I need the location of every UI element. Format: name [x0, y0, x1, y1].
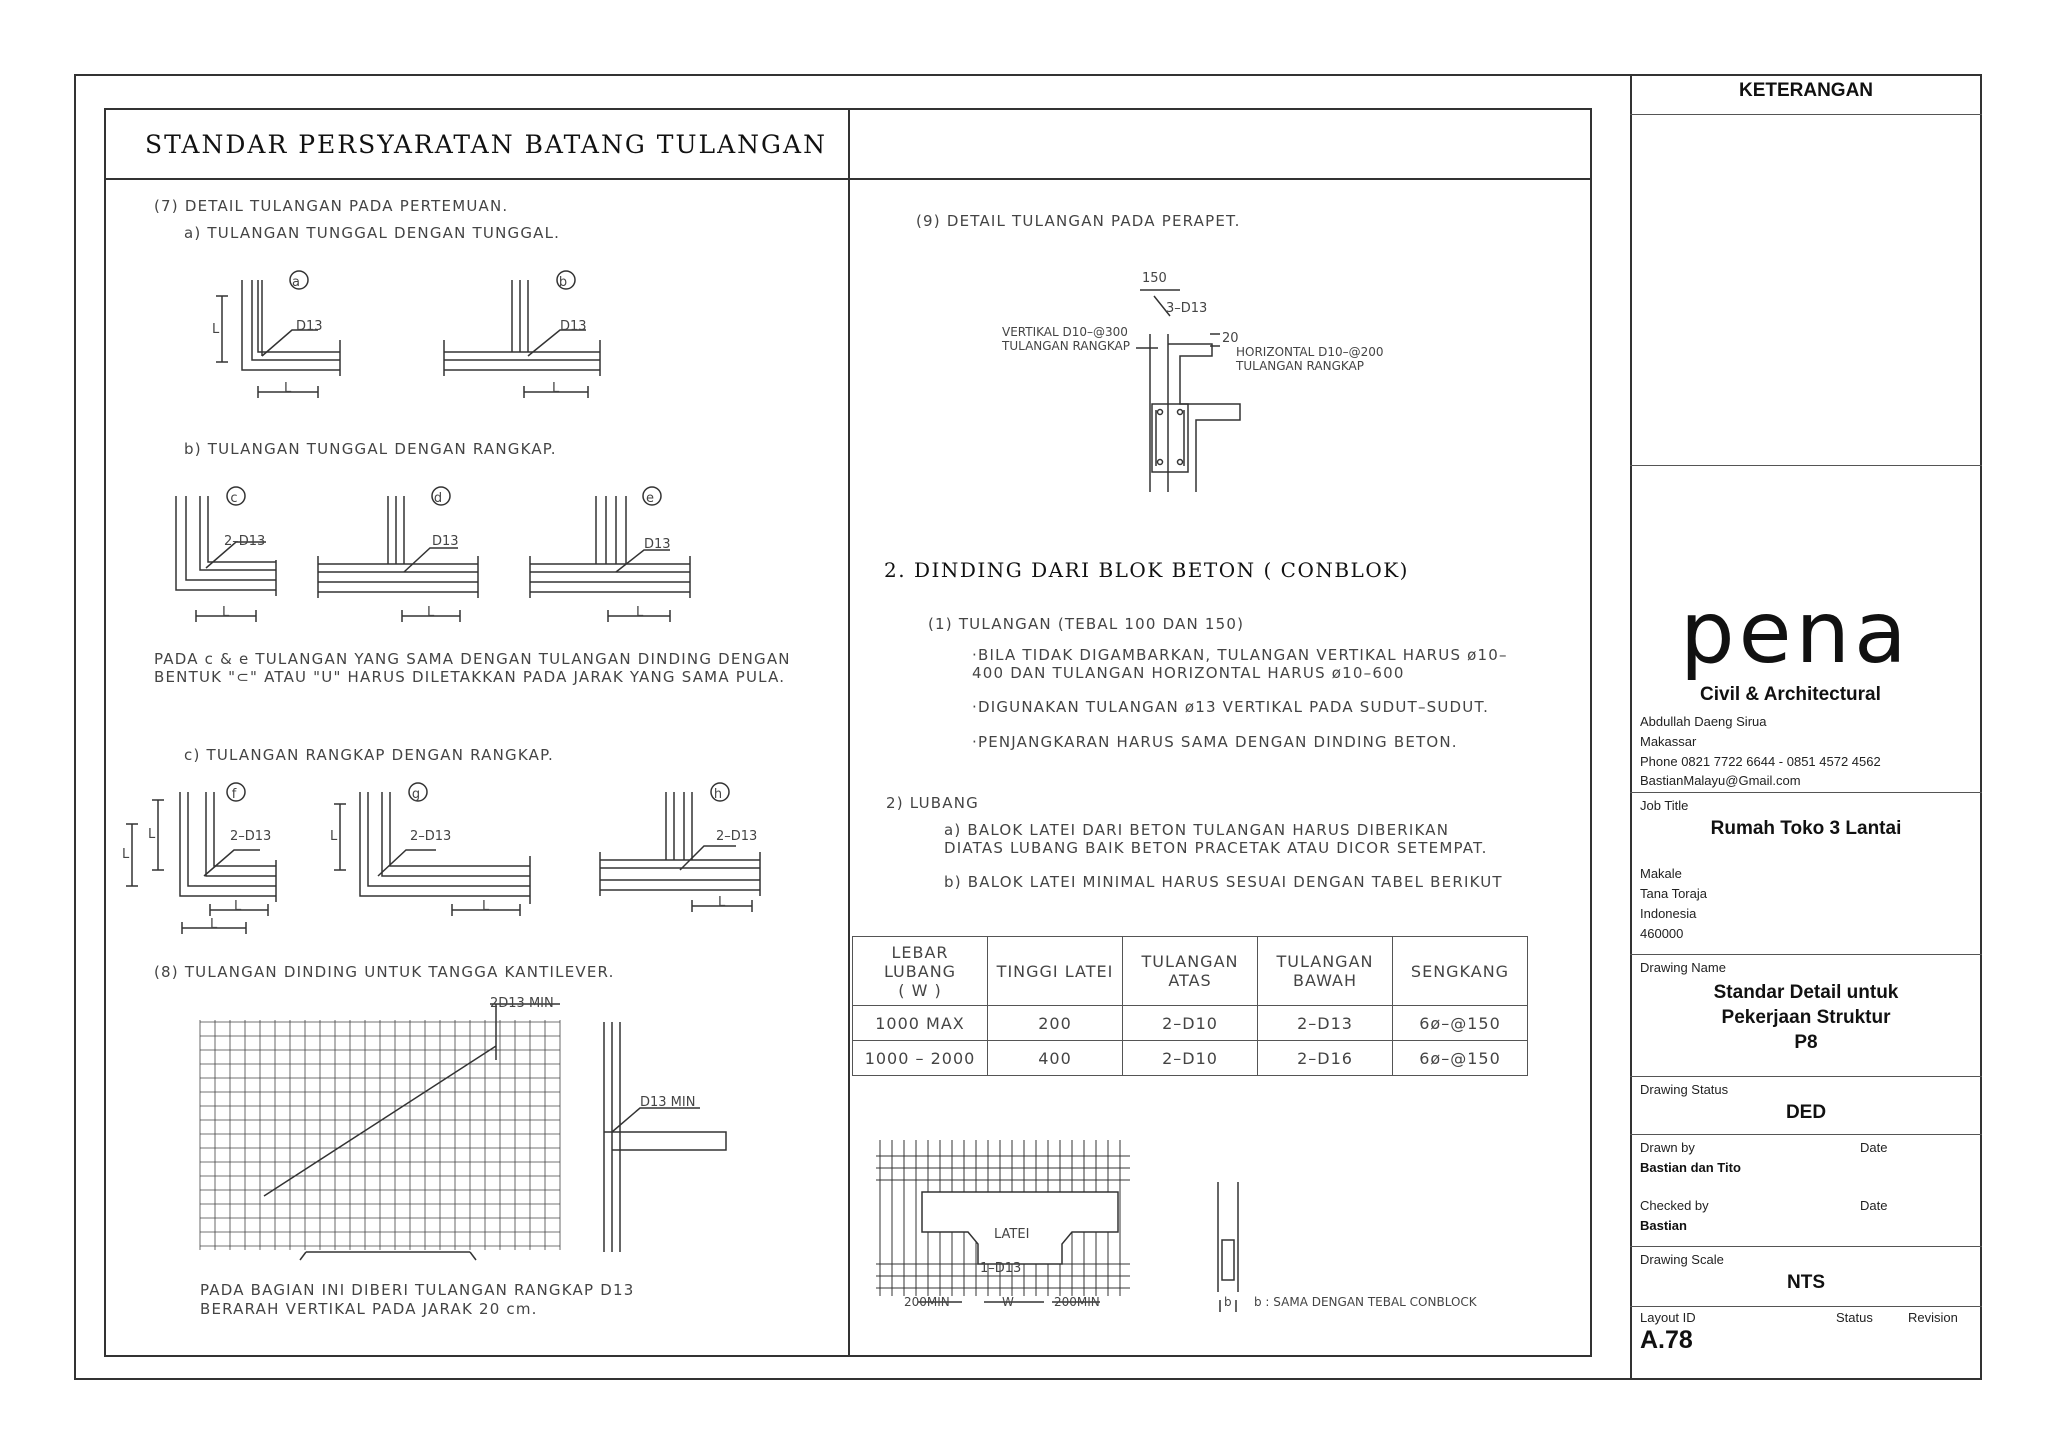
- table-header: SENGKANG: [1393, 937, 1528, 1006]
- keterangan-heading: KETERANGAN: [1738, 80, 1874, 101]
- label-d13: D13: [432, 534, 459, 549]
- stair-elements: [264, 1004, 726, 1260]
- table-header: TULANGAN ATAS: [1123, 937, 1258, 1006]
- bullet-1: ·BILA TIDAK DIGAMBARKAN, TULANGAN VERTIKAL HARUS ø10–400 DAN TULANGAN HORIZONTAL HARUS ø10–600: [972, 646, 1508, 682]
- table-cell: 2–D10: [1123, 1006, 1258, 1041]
- section-7c-title: c) TULANGAN RANGKAP DENGAN RANGKAP.: [184, 746, 554, 764]
- dim-l: L: [482, 899, 490, 914]
- latei-label: LATEI: [994, 1227, 1030, 1242]
- marker-f: f: [231, 787, 237, 802]
- latei-dim-w: W: [1002, 1295, 1014, 1309]
- section-8-note-1: PADA BAGIAN INI DIBERI TULANGAN RANGKAP D13: [200, 1281, 635, 1299]
- bullet-2: ·DIGUNAKAN TULANGAN ø13 VERTIKAL PADA SUDUT–SUDUT.: [972, 698, 1490, 716]
- table-cell: 400: [988, 1041, 1123, 1076]
- dim-l: L: [636, 605, 644, 620]
- revision-label: Revision: [1908, 1310, 1958, 1325]
- company-city: Makassar: [1640, 734, 1697, 749]
- table-cell: 2–D13: [1258, 1006, 1393, 1041]
- address-line: Indonesia: [1640, 906, 1697, 921]
- perapet-vertikal: VERTIKAL D10–@300: [1002, 325, 1128, 339]
- latei-dim-left: 200MIN: [904, 1295, 950, 1309]
- address-line: Makale: [1640, 866, 1682, 881]
- dim-l: L: [330, 829, 338, 844]
- table-header: TULANGAN BAWAH: [1258, 937, 1393, 1006]
- dim-l: L: [234, 899, 242, 914]
- table-cell: 6ø–@150: [1393, 1041, 1528, 1076]
- annotations: [122, 271, 1478, 1309]
- date-label: Date: [1860, 1140, 1888, 1155]
- company-name: Abdullah Daeng Sirua: [1640, 714, 1767, 729]
- detail-c: [176, 487, 276, 622]
- address-line: Tana Toraja: [1640, 886, 1707, 901]
- drawing-name-line: P8: [1794, 1032, 1818, 1053]
- dim-l: L: [284, 381, 292, 396]
- perapet-tulangan-rangkap: TULANGAN RANGKAP: [1236, 359, 1364, 373]
- divider: [1630, 114, 1982, 115]
- drawing-scale-label: Drawing Scale: [1640, 1252, 1724, 1267]
- label-2d13: 2–D13: [716, 829, 758, 844]
- perapet-3d13: 3–D13: [1166, 301, 1208, 316]
- layout-id: A.78: [1640, 1326, 1693, 1354]
- marker-b: b: [558, 275, 568, 290]
- marker-e: e: [646, 491, 654, 506]
- drawn-by: Bastian dan Tito: [1640, 1160, 1741, 1175]
- table-header: LEBAR LUBANG ( W ): [853, 937, 988, 1006]
- section-7b-note: PADA c & e TULANGAN YANG SAMA DENGAN TULANGAN DINDING DENGAN BENTUK "⊂" ATAU "U" HARUS DILETAKKAN PADA JARAK YANG SAMA PULA.: [154, 650, 791, 686]
- checked-by-label: Checked by: [1640, 1198, 1709, 1213]
- marker-d: d: [433, 491, 443, 506]
- table-cell: 6ø–@150: [1393, 1006, 1528, 1041]
- section-7-title: (7) DETAIL TULANGAN PADA PERTEMUAN.: [154, 197, 509, 215]
- table-cell: 1000 MAX: [853, 1006, 988, 1041]
- logo-subtitle: Civil & Architectural: [1700, 684, 1881, 705]
- dim-l: L: [212, 322, 220, 337]
- divider: [1630, 465, 1982, 466]
- latei-b-note: b : SAMA DENGAN TEBAL CONBLOCK: [1254, 1295, 1477, 1309]
- subsection-2a: a) BALOK LATEI DARI BETON TULANGAN HARUS DIBERIKAN DIATAS LUBANG BAIK BETON PRACETAK ATAU DICOR SETEMPAT.: [944, 821, 1488, 857]
- section-9-title: (9) DETAIL TULANGAN PADA PERAPET.: [916, 212, 1241, 230]
- marker-g: g: [411, 787, 421, 802]
- detail-e: [530, 487, 690, 622]
- divider: [1630, 954, 1982, 955]
- marker-h: h: [713, 787, 723, 802]
- table-cell: 1000 – 2000: [853, 1041, 988, 1076]
- perapet-dim-20: 20: [1222, 331, 1239, 346]
- divider: [1630, 1134, 1982, 1135]
- table-cell: 2–D10: [1123, 1041, 1258, 1076]
- subsection-2-title: 2) LUBANG: [886, 794, 979, 812]
- latei-bar: 1–D13: [980, 1261, 1022, 1276]
- drawing-status: DED: [1785, 1102, 1827, 1123]
- date-label: Date: [1860, 1198, 1888, 1213]
- checked-by: Bastian: [1640, 1218, 1687, 1233]
- label-2d13: 2–D13: [230, 829, 272, 844]
- label-2d13: 2–D13: [410, 829, 452, 844]
- perapet-dim-150: 150: [1142, 271, 1167, 286]
- detail-a: [216, 271, 340, 398]
- label-d13: D13: [296, 319, 323, 334]
- drawn-by-label: Drawn by: [1640, 1140, 1695, 1155]
- label-d13-min: D13 MIN: [640, 1095, 696, 1110]
- perapet-detail: [1136, 290, 1240, 492]
- label-d13: D13: [644, 537, 671, 552]
- layout-id-label: Layout ID: [1640, 1310, 1696, 1325]
- dim-l: L: [122, 847, 130, 862]
- drawing-scale: NTS: [1787, 1272, 1825, 1293]
- drawing-name-line: Standar Detail untuk: [1713, 982, 1899, 1003]
- marker-c: c: [230, 491, 238, 506]
- status-label: Status: [1836, 1310, 1873, 1325]
- subsection-2b: b) BALOK LATEI MINIMAL HARUS SESUAI DENGAN TABEL BERIKUT: [944, 873, 1503, 891]
- perapet-horizontal: HORIZONTAL D10–@200: [1236, 345, 1384, 359]
- detail-g: [334, 783, 530, 916]
- detail-h: [600, 783, 760, 912]
- section-7b-title: b) TULANGAN TUNGGAL DENGAN RANGKAP.: [184, 440, 557, 458]
- divider: [1630, 1306, 1982, 1307]
- job-title-label: Job Title: [1640, 798, 1689, 813]
- perapet-tulangan-rangkap: TULANGAN RANGKAP: [1002, 339, 1130, 353]
- dim-l: L: [148, 827, 156, 842]
- divider: [1630, 1076, 1982, 1077]
- dim-l: L: [552, 381, 560, 396]
- detail-d: [318, 487, 478, 622]
- latei-dim-right: 200MIN: [1054, 1295, 1100, 1309]
- label-2d13-min: 2D13 MIN: [490, 996, 554, 1011]
- section-8-title: (8) TULANGAN DINDING UNTUK TANGGA KANTILEVER.: [154, 963, 615, 981]
- main-title: STANDAR PERSYARATAN BATANG TULANGAN: [145, 130, 827, 159]
- dim-l: L: [210, 917, 218, 932]
- detail-f: [126, 783, 276, 934]
- drawing-name-line: Pekerjaan Struktur: [1721, 1007, 1891, 1028]
- section-8-note-2: BERARAH VERTIKAL PADA JARAK 20 cm.: [200, 1300, 538, 1318]
- latei-beam: [918, 1182, 1238, 1312]
- subsection-1-title: (1) TULANGAN (TEBAL 100 DAN 150): [928, 615, 1245, 633]
- section-7a-title: a) TULANGAN TUNGGAL DENGAN TUNGGAL.: [184, 224, 561, 242]
- job-title: Rumah Toko 3 Lantai: [1710, 818, 1902, 839]
- drawing-name-label: Drawing Name: [1640, 960, 1726, 975]
- table-header: TINGGI LATEI: [988, 937, 1123, 1006]
- table-cell: 2–D16: [1258, 1041, 1393, 1076]
- drawing-status-label: Drawing Status: [1640, 1082, 1729, 1097]
- bullet-3: ·PENJANGKARAN HARUS SAMA DENGAN DINDING BETON.: [972, 733, 1458, 751]
- dim-l: L: [222, 605, 230, 620]
- label-2d13: 2–D13: [224, 534, 266, 549]
- label-d13: D13: [560, 319, 587, 334]
- detail-b: [444, 271, 600, 398]
- pena-logo: pena: [1680, 583, 1911, 683]
- marker-a: a: [292, 275, 300, 290]
- company-email: BastianMalayu@Gmail.com: [1640, 773, 1801, 788]
- section-2-title: 2. DINDING DARI BLOK BETON ( CONBLOK): [884, 558, 1409, 582]
- company-phone: Phone 0821 7722 6644 - 0851 4572 4562: [1640, 754, 1881, 769]
- stair-grid: [200, 1020, 560, 1250]
- address-line: 460000: [1640, 926, 1684, 941]
- latei-b-mark: b: [1224, 1295, 1232, 1309]
- dim-l: L: [427, 605, 435, 620]
- divider: [1630, 1246, 1982, 1247]
- dim-l: L: [718, 895, 726, 910]
- table-cell: 200: [988, 1006, 1123, 1041]
- divider: [1630, 792, 1982, 793]
